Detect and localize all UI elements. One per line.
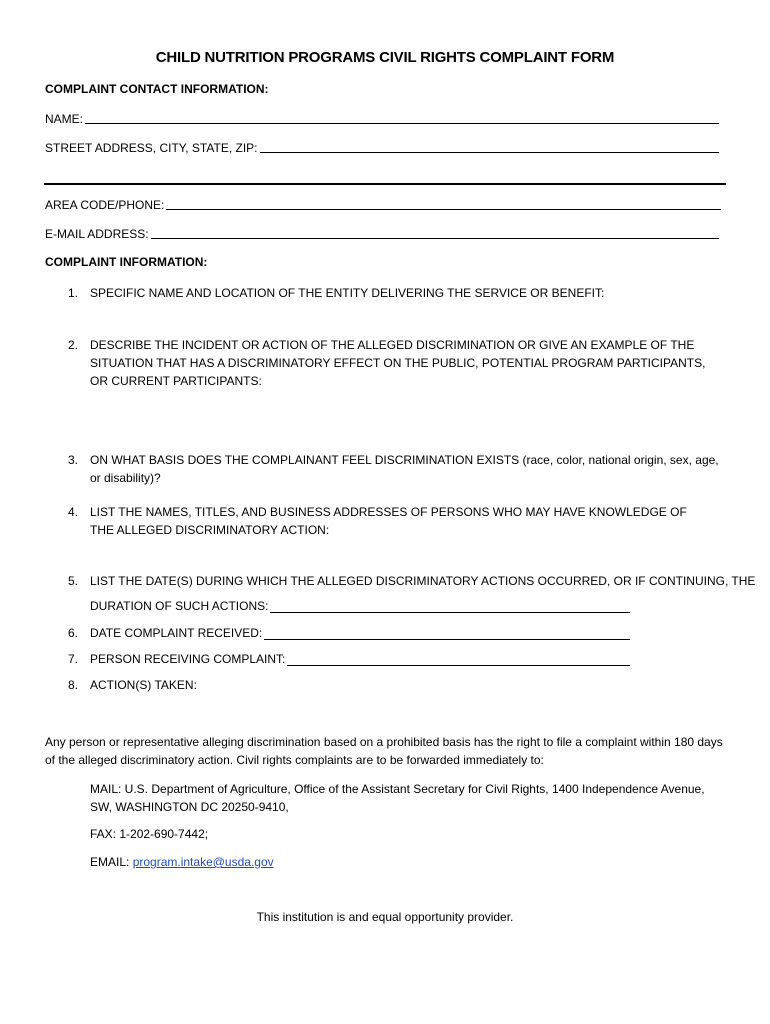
email-underline[interactable] xyxy=(151,226,719,239)
question-number: 6. xyxy=(68,626,79,640)
duration-underline[interactable] xyxy=(270,600,630,613)
email-contact-label: EMAIL: xyxy=(90,855,130,869)
address-label: STREET ADDRESS, CITY, STATE, ZIP: xyxy=(45,141,258,155)
complaint-heading: COMPLAINT INFORMATION: xyxy=(45,255,208,269)
question-text: DESCRIBE THE INCIDENT OR ACTION OF THE ALLEGED DISCRIMINATION OR GIVE AN EXAMPLE OF THE SITUATION THAT HAS A DISCRIMINATORY EFFECT ON THE PUBLIC, POTENTIAL PROGRAM PARTICIPANTS, OR CURRENT PARTICIPANTS: xyxy=(90,338,706,388)
mail-address: MAIL: U.S. Department of Agriculture, Office of the Assistant Secretary for Civil Rights, 1400 Independence Avenue, SW, WASHINGTON DC 20250-9410, xyxy=(90,782,705,814)
question-1 xyxy=(68,284,728,302)
name-underline[interactable] xyxy=(85,111,719,124)
address-field[interactable] xyxy=(45,140,719,155)
question-text: ON WHAT BASIS DOES THE COMPLAINANT FEEL DISCRIMINATION EXISTS (race, color, national origin, sex, age, or disability)? xyxy=(90,453,719,485)
question-2 xyxy=(68,336,728,390)
question-number: 1. xyxy=(68,286,79,300)
name-field[interactable] xyxy=(45,111,719,126)
question-4 xyxy=(68,503,728,539)
question-number: 8. xyxy=(68,678,79,692)
phone-label: AREA CODE/PHONE: xyxy=(45,198,165,212)
address-underline[interactable] xyxy=(260,140,720,153)
question-text: ACTION(S) TAKEN: xyxy=(90,678,197,692)
date-received-label: DATE COMPLAINT RECEIVED: xyxy=(90,626,263,640)
question-5 xyxy=(68,572,756,616)
date-received-underline[interactable] xyxy=(264,627,630,640)
question-number: 7. xyxy=(68,652,79,666)
address-second-line[interactable] xyxy=(44,183,726,185)
question-number: 4. xyxy=(68,505,79,519)
question-8 xyxy=(68,676,728,694)
footer-statement: This institution is and equal opportunity provider. xyxy=(256,910,514,924)
phone-underline[interactable] xyxy=(166,197,721,210)
question-text: SPECIFIC NAME AND LOCATION OF THE ENTITY DELIVERING THE SERVICE OR BENEFIT: xyxy=(90,286,605,300)
person-receiving-underline[interactable] xyxy=(287,653,630,666)
question-number: 3. xyxy=(68,453,79,467)
phone-field[interactable] xyxy=(45,197,721,212)
question-number: 5. xyxy=(68,574,79,588)
question-3 xyxy=(68,451,732,487)
email-contact xyxy=(90,853,274,871)
date-received-field[interactable] xyxy=(90,624,630,642)
question-number: 2. xyxy=(68,338,79,352)
question-7 xyxy=(68,650,632,668)
contact-heading: COMPLAINT CONTACT INFORMATION: xyxy=(45,82,269,96)
fax-number: FAX: 1-202-690-7442; xyxy=(90,827,209,841)
name-label: NAME: xyxy=(45,112,84,126)
question-text: LIST THE DATE(S) DURING WHICH THE ALLEGED DISCRIMINATORY ACTIONS OCCURRED, OR IF CONTINUING, THE xyxy=(90,574,756,588)
email-link[interactable]: program.intake@usda.gov xyxy=(132,855,274,869)
person-receiving-field[interactable] xyxy=(90,650,630,668)
question-text: LIST THE NAMES, TITLES, AND BUSINESS ADDRESSES OF PERSONS WHO MAY HAVE KNOWLEDGE OF THE ALLEGED DISCRIMINATORY ACTION: xyxy=(90,505,687,537)
question-6 xyxy=(68,624,632,642)
duration-field[interactable] xyxy=(90,597,630,615)
email-field[interactable] xyxy=(45,226,719,241)
rights-statement: Any person or representative alleging discrimination based on a prohibited basis has the right to file a complaint within 180 days of the alleged discriminatory action. Civil rights complaints are to be forwarded immediately to: xyxy=(45,735,723,767)
duration-label: DURATION OF SUCH ACTIONS: xyxy=(90,599,269,613)
person-receiving-label: PERSON RECEIVING COMPLAINT: xyxy=(90,652,286,666)
form-title: CHILD NUTRITION PROGRAMS CIVIL RIGHTS COMPLAINT FORM xyxy=(155,49,615,66)
email-label: E-MAIL ADDRESS: xyxy=(45,227,149,241)
